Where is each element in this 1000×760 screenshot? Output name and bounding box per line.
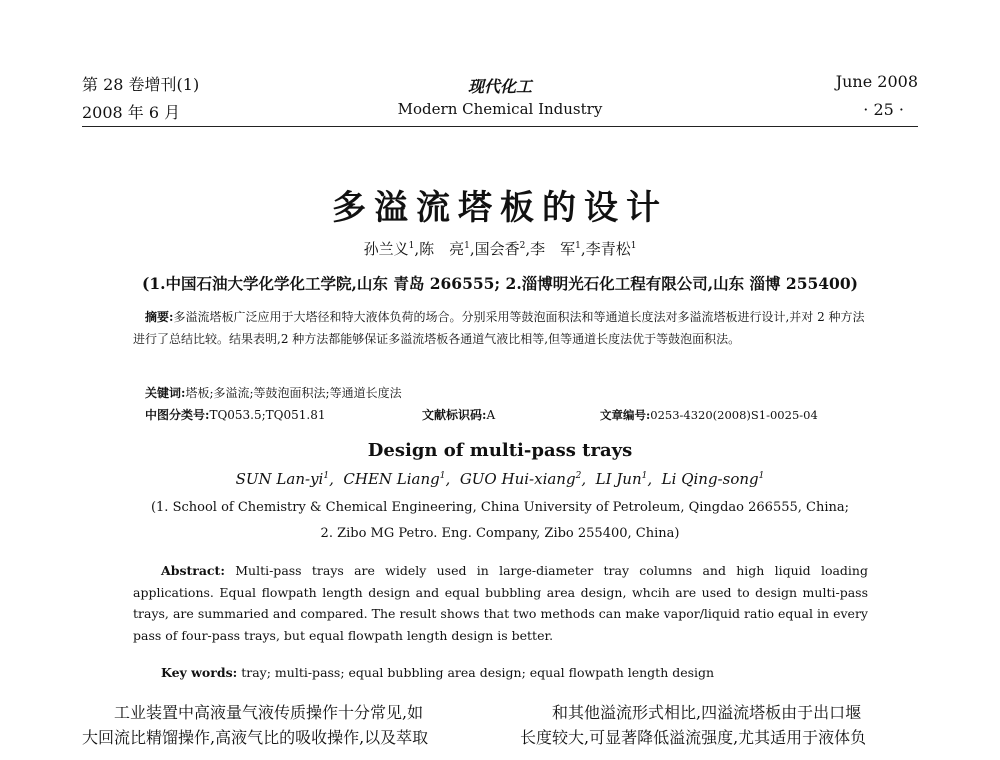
abstract-en: [133, 560, 868, 646]
body-right-line1: 和其他溢流形式相比,四溢流塔板由于出口堰: [552, 703, 862, 722]
keywords-en: [161, 665, 714, 680]
author-en: LI Jun$^1$: [595, 470, 648, 488]
page-number: · 25 ·: [863, 100, 904, 119]
affiliation-cn: (1.中国石油大学化学化工学院,山东 青岛 266555; 2.淄博明光石化工程有限公司,山东 淄博 255400): [142, 274, 858, 293]
issue-date-en: June 2008: [835, 72, 918, 91]
author-en: GUO Hui-xiang$^2$: [459, 470, 582, 488]
paper-title-cn: 多溢流塔板的设计: [332, 188, 668, 228]
abstract-cn: [133, 306, 873, 350]
volume-info: 第 28 卷增刊(1): [82, 75, 200, 94]
document-code: 文献标识码:A: [422, 408, 496, 422]
author-cn: 李 军$^1$: [530, 240, 581, 258]
author-cn: 国会香$^2$: [474, 240, 526, 258]
keywords-cn: [145, 382, 402, 404]
body-right-line2: 长度较大,可显著降低溢流强度,尤其适用于液体负: [520, 728, 867, 747]
abstract-en-text: Multi-pass trays are widely used in large-diameter tray columns and high liquid loading applications. Equal flowpath length design and equal bubbling area design, whcih are used to design multi-pass trays, are summaried and compared. The result shows that two methods can make vapor/liquid ratio equal in every pass of four-pass trays, but equal flowpath length design is better.: [133, 563, 868, 643]
keywords-cn-label: 关键词:: [145, 386, 186, 400]
body-left-line1: 工业装置中高液量气液传质操作十分常见,如: [114, 703, 424, 722]
author-en: CHEN Liang$^1$: [343, 470, 446, 488]
journal-name-en: Modern Chemical Industry: [397, 100, 603, 118]
body-column-right: [520, 700, 920, 750]
author-en: Li Qing-song$^1$: [661, 470, 765, 488]
keywords-en-label: Key words:: [161, 665, 238, 680]
author-cn: 陈 亮$^1$: [419, 240, 470, 258]
authors-cn: 孙兰义$^1$,陈 亮$^1$,国会香$^2$,李 军$^1$,李青松$^1$: [363, 240, 637, 258]
author-cn: 李青松$^1$: [585, 240, 637, 258]
abstract-cn-label: 摘要:: [145, 310, 174, 324]
author-en: SUN Lan-$yi^1$: [235, 470, 330, 488]
body-left-line2: 大回流比精馏操作,高液气比的吸收操作,以及萃取: [82, 728, 429, 747]
journal-name-cn: 现代化工: [467, 77, 532, 96]
article-number: 文章编号:0253-4320(2008)S1-0025-04: [600, 408, 818, 422]
author-cn: 孙兰义$^1$: [363, 240, 415, 258]
body-column-left: [82, 700, 482, 750]
clc-number: 中图分类号:TQ053.5;TQ051.81: [145, 408, 326, 422]
abstract-cn-text: 多溢流塔板广泛应用于大塔径和特大液体负荷的场合。分别采用等鼓泡面积法和等通道长度法对多溢流塔板进行设计,并对 2 种方法进行了总结比较。结果表明,2 种方法都能够保证多溢流塔板各通道气液比相等,但等通道长度法优于等鼓泡面积法。: [133, 310, 865, 346]
keywords-cn-text: 塔板;多溢流;等鼓泡面积法;等通道长度法: [185, 386, 402, 400]
abstract-en-label: Abstract:: [161, 563, 225, 578]
affiliation-en-line1: (1. School of Chemistry & Chemical Engineering, China University of Petroleum, Qingdao 266555, China;: [150, 500, 850, 515]
issue-date-cn: 2008 年 6 月: [82, 103, 181, 122]
paper-title-en: Design of multi-pass trays: [367, 440, 633, 461]
keywords-en-text: tray; multi-pass; equal bubbling area design; equal flowpath length design: [241, 665, 715, 680]
affiliation-en-line2: 2. Zibo MG Petro. Eng. Company, Zibo 255400, China): [320, 526, 680, 541]
authors-en: SUN Lan-$yi^1$, CHEN Liang$^1$, GUO Hui-xiang$^2$, LI Jun$^1$, Li Qing-song$^1$: [235, 470, 765, 488]
header-rule: [82, 126, 918, 127]
